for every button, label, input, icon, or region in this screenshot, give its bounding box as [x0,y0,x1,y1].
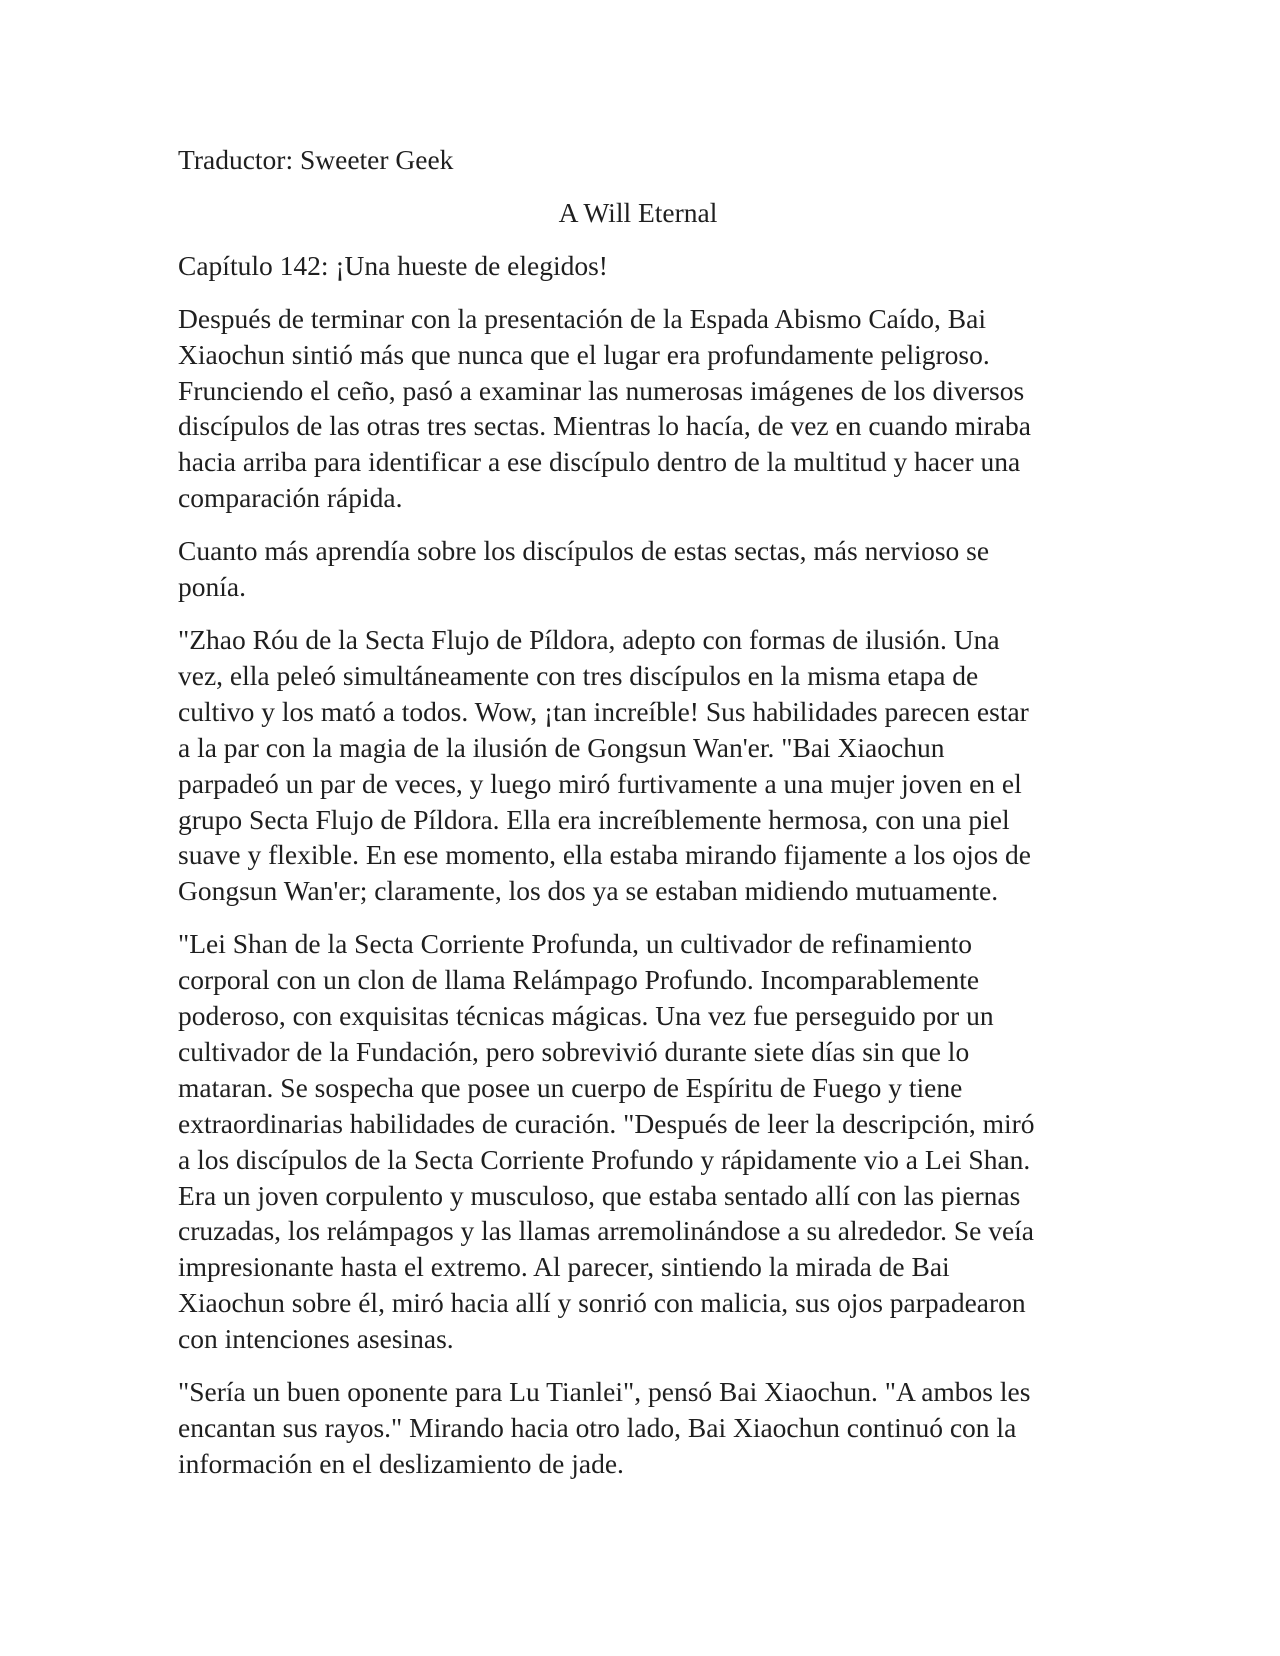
paragraph-line: "Sería un buen oponente para Lu Tianlei", pensó Bai Xiaochun. "A ambos les [178,1376,1031,1408]
paragraph-line: comparación rápida. [178,482,403,514]
paragraph-line: suave y flexible. En ese momento, ella estaba mirando fijamente a los ojos de [178,839,1031,871]
novel-title: A Will Eternal [558,196,718,228]
paragraph-line: mataran. Se sospecha que posee un cuerpo de Espíritu de Fuego y tiene [178,1071,963,1103]
paragraph-line: parpadeó un par de veces, y luego miró furtivamente a una mujer joven en el [178,767,1022,799]
paragraph-line: cruzadas, los relámpagos y las llamas arremolinándose a su alrededor. Se veía [178,1215,1035,1247]
paragraph-line: con intenciones asesinas. [178,1323,454,1355]
paragraph-line: poderoso, con exquisitas técnicas mágicas. Una vez fue perseguido por un [178,1000,994,1032]
paragraph-line: "Zhao Róu de la Secta Flujo de Píldora, adepto con formas de ilusión. Una [178,623,1000,655]
paragraph [178,1374,1098,1482]
paragraph [178,301,1098,516]
paragraph-line: grupo Secta Flujo de Píldora. Ella era increíblemente hermosa, con una piel [178,803,1010,835]
paragraph-line: vez, ella peleó simultáneamente con tres discípulos en la misma etapa de [178,659,979,691]
paragraph-line: corporal con un clon de llama Relámpago Profundo. Incomparablemente [178,964,980,996]
translator-credit: Traductor: Sweeter Geek [178,144,454,175]
paragraph-line: encantan sus rayos." Mirando hacia otro lado, Bai Xiaochun continuó con la [178,1412,1017,1443]
paragraph-line: ponía. [178,571,246,603]
paragraph-line: a la par con la magia de la ilusión de Gongsun Wan'er. "Bai Xiaochun [178,731,945,763]
paragraph-line: extraordinarias habilidades de curación. "Después de leer la descripción, miró [178,1107,1035,1139]
paragraph-line: Frunciendo el ceño, pasó a examinar las numerosas imágenes de los diversos [178,374,1025,406]
paragraph-line: "Lei Shan de la Secta Corriente Profunda, un cultivador de refinamiento [178,928,972,960]
paragraph-line: cultivador de la Fundación, pero sobrevivió durante siete días sin que lo [178,1035,970,1067]
paragraph-line: Cuanto más aprendía sobre los discípulos de estas sectas, más nervioso se [178,535,990,567]
paragraph-line: información en el deslizamiento de jade. [178,1447,624,1479]
paragraph-line: cultivo y los mató a todos. Wow, ¡tan increíble! Sus habilidades parecen estar [178,695,1029,727]
paragraph-line: a los discípulos de la Secta Corriente Profundo y rápidamente vio a Lei Shan. [178,1143,1031,1175]
chapter-title: Capítulo 142: ¡Una hueste de elegidos! [178,249,608,281]
document-body [178,142,1098,1499]
paragraph [178,622,1098,909]
paragraph-line: impresionante hasta el extremo. Al parecer, sintiendo la mirada de Bai [178,1251,950,1283]
paragraph [178,533,1098,605]
paragraph [178,926,1098,1357]
paragraph-line: Era un joven corpulento y musculoso, que estaba sentado allí con las piernas [178,1179,1021,1211]
paragraph-line: Después de terminar con la presentación de la Espada Abismo Caído, Bai [178,302,986,334]
paragraph-line: Xiaochun sobre él, miró hacia allí y sonrió con malicia, sus ojos parpadearon [178,1287,1026,1319]
paragraph-line: Gongsun Wan'er; claramente, los dos ya se estaban midiendo mutuamente. [178,875,999,907]
paragraph-line: discípulos de las otras tres sectas. Mientras lo hacía, de vez en cuando miraba [178,410,1031,442]
paragraph-line: Xiaochun sintió más que nunca que el lugar era profundamente peligroso. [178,338,990,370]
paragraph-line: hacia arriba para identificar a ese discípulo dentro de la multitud y hacer una [178,446,1021,478]
